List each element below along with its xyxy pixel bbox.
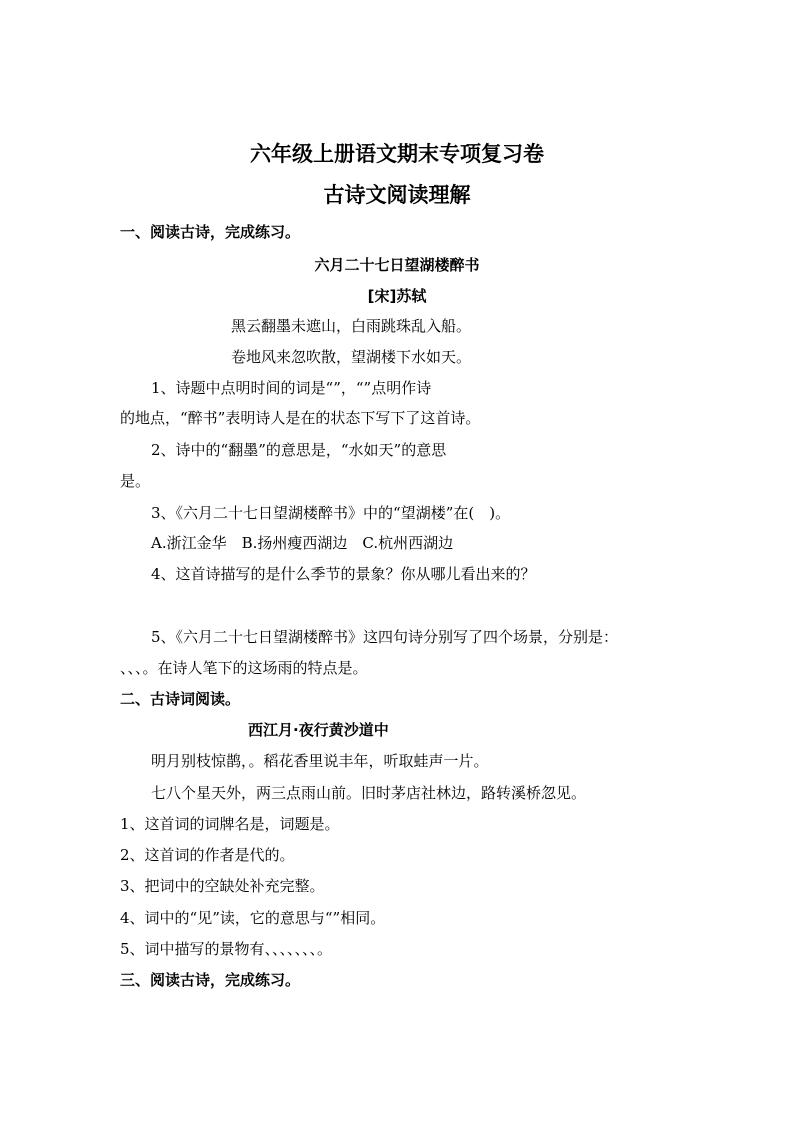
section2-question-3: 3、把词中的空缺处补充完整。 (120, 877, 325, 895)
section1-q2-line1: 2、诗中的“翻墨”的意思是，“水如天”的意思 (151, 441, 447, 459)
section1-q1-line1: 1、诗题中点明时间的词是“”，“”点明作诗 (151, 379, 432, 397)
sub-title: 古诗文阅读理解 (323, 183, 471, 207)
section3-heading: 三、阅读古诗，完成练习。 (120, 971, 301, 989)
section1-poem-title: 六月二十七日望湖楼醉书 (314, 256, 480, 274)
section1-q2-line2: 是。 (120, 472, 151, 490)
section2-question-2: 2、这首词的作者是代的。 (120, 846, 295, 864)
section1-q3: 3、《六月二十七日望湖楼醉书》中的“望湖楼”在( )。 (151, 504, 511, 522)
section1-q1-line2: 的地点，“醉书”表明诗人是在的状态下写下了这首诗。 (120, 409, 481, 427)
section2-heading: 二、古诗词阅读。 (120, 690, 241, 708)
section2-question-5: 5、词中描写的景物有、、、、、、、。 (120, 940, 333, 958)
section1-q5-line2: 、、、。在诗人笔下的这场雨的特点是。 (120, 659, 368, 677)
section1-heading: 一、阅读古诗，完成练习。 (120, 223, 301, 241)
section1-poem-line-1: 黑云翻墨未遮山，白雨跳珠乱入船。 (231, 317, 472, 335)
section1-q5-line1: 5、《六月二十七日望湖楼醉书》这四句诗分别写了四个场景，分别是： (151, 628, 619, 646)
section1-q4: 4、这首诗描写的是什么季节的景象？你从哪儿看出来的？ (151, 565, 536, 583)
section2-poem-line-1: 明月别枝惊鹊，。稻花香里说丰年，听取蛙声一片。 (151, 752, 489, 770)
main-title: 六年级上册语文期末专项复习卷 (250, 142, 544, 166)
section2-poem-title: 西江月·夜行黄沙道中 (248, 721, 389, 739)
section2-question-1: 1、这首词的词牌名是，词题是。 (120, 815, 340, 833)
section1-poem-author: [宋]苏轼 (367, 287, 427, 305)
section2-question-4: 4、词中的“见”读，它的意思与“”相同。 (120, 909, 386, 927)
section1-q3-options: A.浙江金华 B.扬州瘦西湖边 C.杭州西湖边 (151, 534, 454, 552)
section2-poem-line-2: 七八个星天外，两三点雨山前。旧时茅店社林边，路转溪桥忽见。 (151, 784, 587, 802)
section1-poem-line-2: 卷地风来忽吹散，望湖楼下水如天。 (231, 348, 472, 366)
